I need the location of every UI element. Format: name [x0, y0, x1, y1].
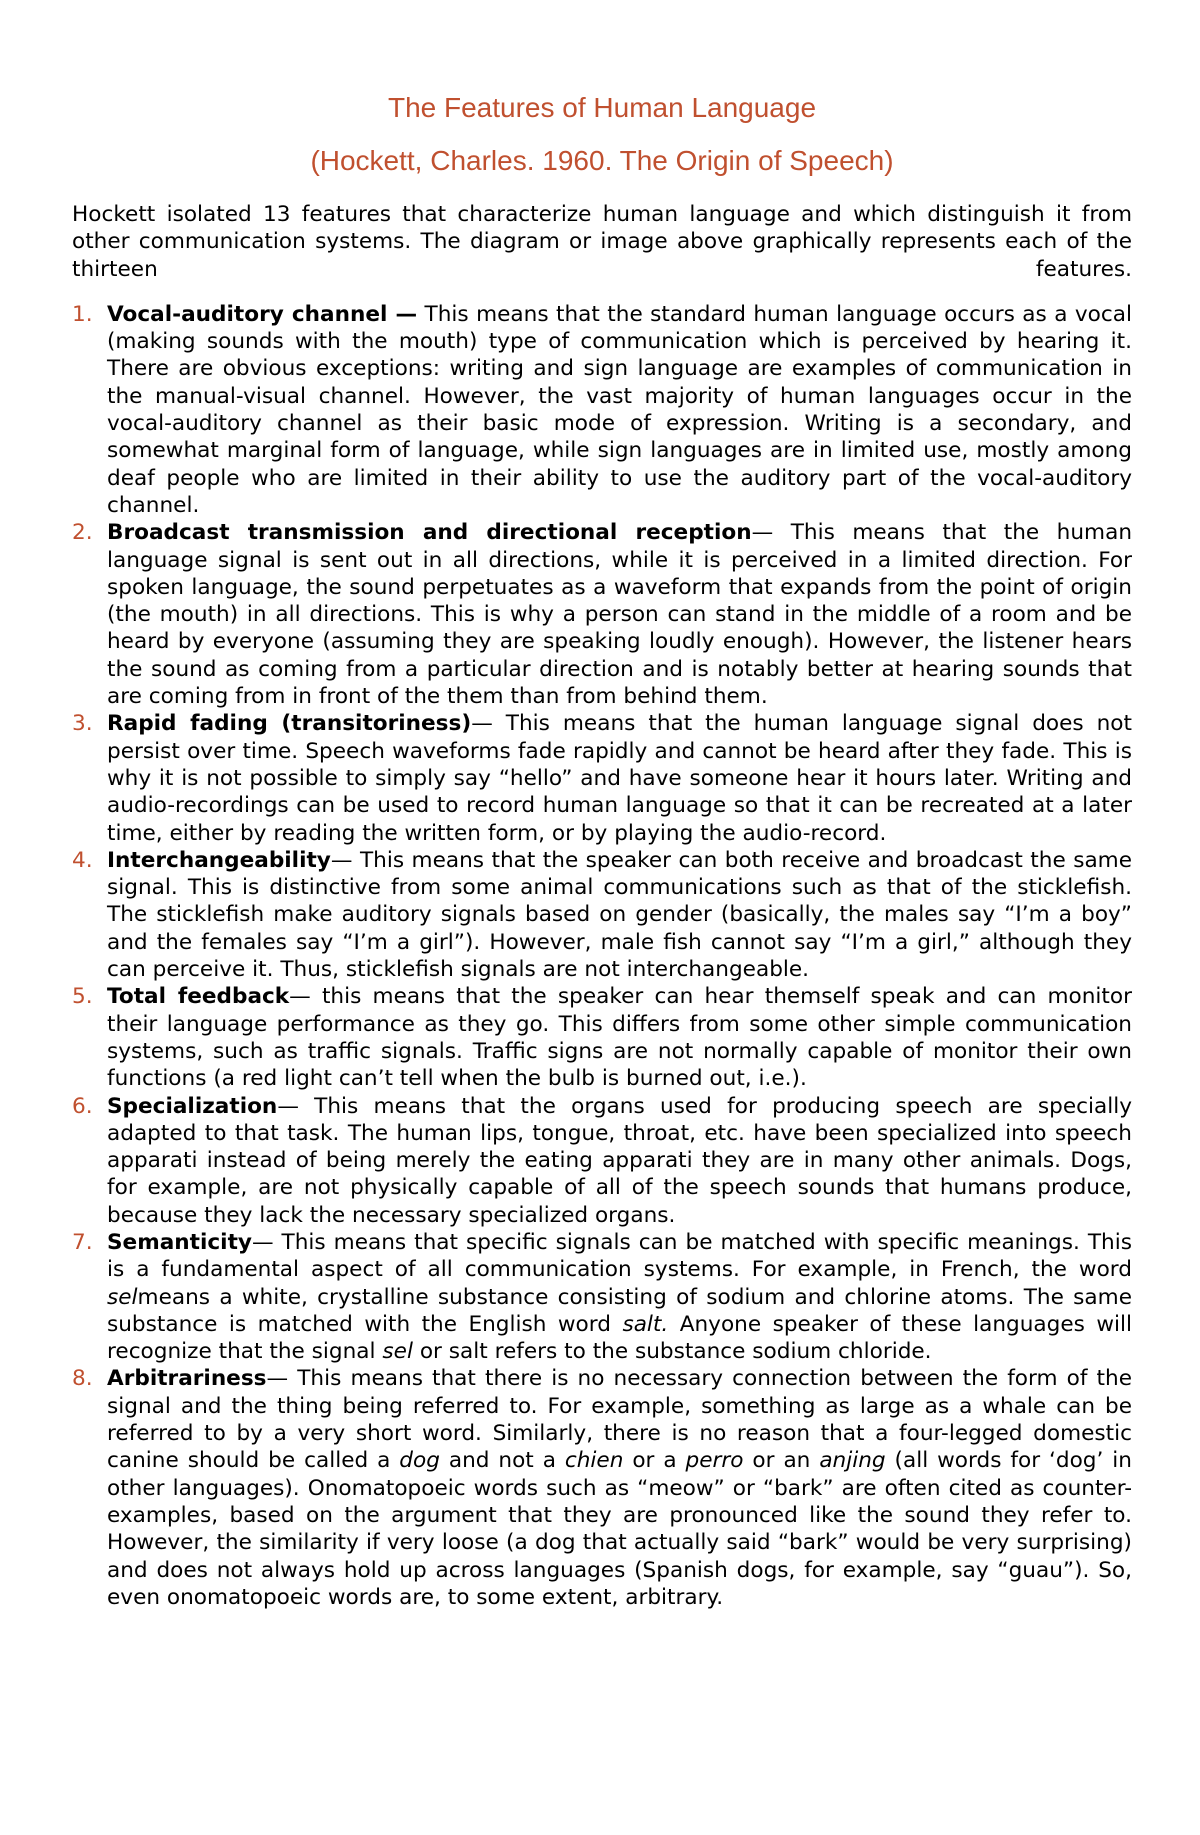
italic-word-sel: sel — [107, 1284, 138, 1310]
italic-word-sel: sel — [382, 1339, 413, 1365]
page-title: The Features of Human Language — [387, 92, 817, 123]
list-number: 8. — [72, 1366, 93, 1392]
feature-item-broadcast-transmission — [72, 519, 1132, 710]
list-number: 3. — [72, 711, 93, 737]
feature-description-part: and not a — [439, 1448, 565, 1474]
italic-word-salt: salt. — [622, 1311, 669, 1337]
page-subtitle: (Hockett, Charles. 1960. The Origin of Speech) — [310, 145, 894, 176]
document-page — [72, 84, 1132, 1611]
feature-description-part: or salt refers to the substance sodium chloride. — [412, 1339, 932, 1365]
feature-description: This means that the standard human language occurs as a vocal (making sounds with the mouth) type of communication which is perceived by hearing it. There are obvious exceptions: writing and sign language are examples of communication in the manual-visual channel. However, the vast majority of human languages occur in the vocal-auditory channel as their basic mode of expression. Writing is a secondary, and somewhat marginal form of language, while sign languages are in limited use, mostly among deaf people who are limited in their ability to use the auditory part of the vocal-auditory channel. — [107, 301, 1132, 518]
feature-item-rapid-fading — [72, 710, 1132, 846]
feature-term: Arbitrariness — [107, 1366, 267, 1392]
feature-description-part: — This means that specific signals can be matched with specific meanings. This is a fundamental aspect of all communication systems. For example, in French, the word — [107, 1229, 1132, 1283]
feature-term: Semanticity — [107, 1229, 252, 1255]
italic-word-chien: chien — [564, 1448, 624, 1474]
list-number: 4. — [72, 847, 93, 873]
feature-description-part: (all words for ‘dog’ in other languages). Onomatopoeic words such as “meow” or “bark” are often cited as counter-examples, based on the argument that they are pronounced like the sound they refer to. However, the similarity if very loose (a dog that actually said “bark” would be very surprising) and does not always hold up across languages (Spanish dogs, for example, say “guau”). So, even onomatopoeic words are, to some extent, arbitrary. — [107, 1448, 1132, 1610]
feature-item-specialization — [72, 1093, 1132, 1229]
feature-description-part: — This means that there is no necessary connection between the form of the signal and the thing being referred to. For example, something as large as a whale can be referred to by a very short word. Similarly, there is no reason that a four-legged domestic canine should be called a — [107, 1366, 1132, 1474]
feature-term: Interchangeability — [107, 847, 331, 873]
feature-term: Vocal-auditory channel — — [107, 301, 418, 327]
italic-word-anjing: anjing — [819, 1448, 886, 1474]
list-number: 7. — [72, 1229, 93, 1255]
list-number: 2. — [72, 520, 93, 546]
feature-item-interchangeability — [72, 847, 1132, 983]
feature-description: — this means that the speaker can hear themself speak and can monitor their language performance as they go. This differs from some other simple communication systems, such as traffic signals. Traffic signs are not normally capable of monitor their own functions (a red light can’t tell when the bulb is burned out, i.e.). — [107, 984, 1132, 1092]
intro-paragraph: Hockett isolated 13 features that characterize human language and which distinguish it from other communication systems. The diagram or image above graphically represents each of the thirteen features. — [72, 202, 1132, 282]
feature-description-part: Anyone speaker of these languages will recognize that the signal — [107, 1311, 1132, 1365]
feature-description-part: or an — [743, 1448, 820, 1474]
feature-term: Rapid fading (transitoriness) — [107, 711, 472, 737]
feature-item-total-feedback — [72, 983, 1132, 1092]
feature-description-part: means a white, crystalline substance consisting of sodium and chlorine atoms. The same substance is matched with the English word — [107, 1284, 1132, 1337]
features-list — [72, 301, 1132, 1611]
list-number: 1. — [72, 301, 93, 327]
italic-word-dog: dog — [399, 1448, 440, 1474]
feature-description: — This means that the human language signal does not persist over time. Speech waveforms fade rapidly and cannot be heard after they fade. This is why it is not possible to simply say “hello” and have someone hear it hours later. Writing and audio-recordings can be used to record human language so that it can be recreated at a later time, either by reading the written form, or by playing the audio-record. — [107, 711, 1132, 846]
list-number: 6. — [72, 1093, 93, 1119]
feature-item-semanticity — [72, 1229, 1132, 1365]
feature-description: — This means that the organs used for producing speech are specially adapted to that task. The human lips, tongue, throat, etc. have been specialized into speech apparati instead of being merely the eating apparati they are in many other animals. Dogs, for example, are not physically capable of all of the speech sounds that humans produce, because they lack the necessary specialized organs. — [107, 1093, 1132, 1228]
feature-description: — This means that the human language signal is sent out in all directions, while it is perceived in a limited direction. For spoken language, the sound perpetuates as a waveform that expands from the point of origin (the mouth) in all directions. This is why a person can stand in the middle of a room and be heard by everyone (assuming they are speaking loudly enough). However, the listener hears the sound as coming from a particular direction and is notably better at hearing sounds that are coming from in front of the them than from behind them. — [107, 520, 1133, 710]
italic-word-perro: perro — [685, 1448, 744, 1474]
feature-term: Total feedback — [107, 984, 290, 1010]
feature-description-part: or a — [623, 1448, 686, 1474]
list-number: 5. — [72, 984, 93, 1010]
feature-description: — This means that the speaker can both receive and broadcast the same signal. This is distinctive from some animal communications such as that of the sticklefish. The sticklefish make auditory signals based on gender (basically, the males say “I’m a boy” and the females say “I’m a girl”). However, male fish cannot say “I’m a girl,” although they can perceive it. Thus, sticklefish signals are not interchangeable. — [107, 847, 1132, 983]
feature-term: Specialization — [107, 1093, 278, 1119]
feature-item-vocal-auditory-channel — [72, 301, 1132, 519]
feature-term: Broadcast transmission and directional reception — [107, 520, 752, 546]
feature-item-arbitrariness — [72, 1365, 1132, 1611]
